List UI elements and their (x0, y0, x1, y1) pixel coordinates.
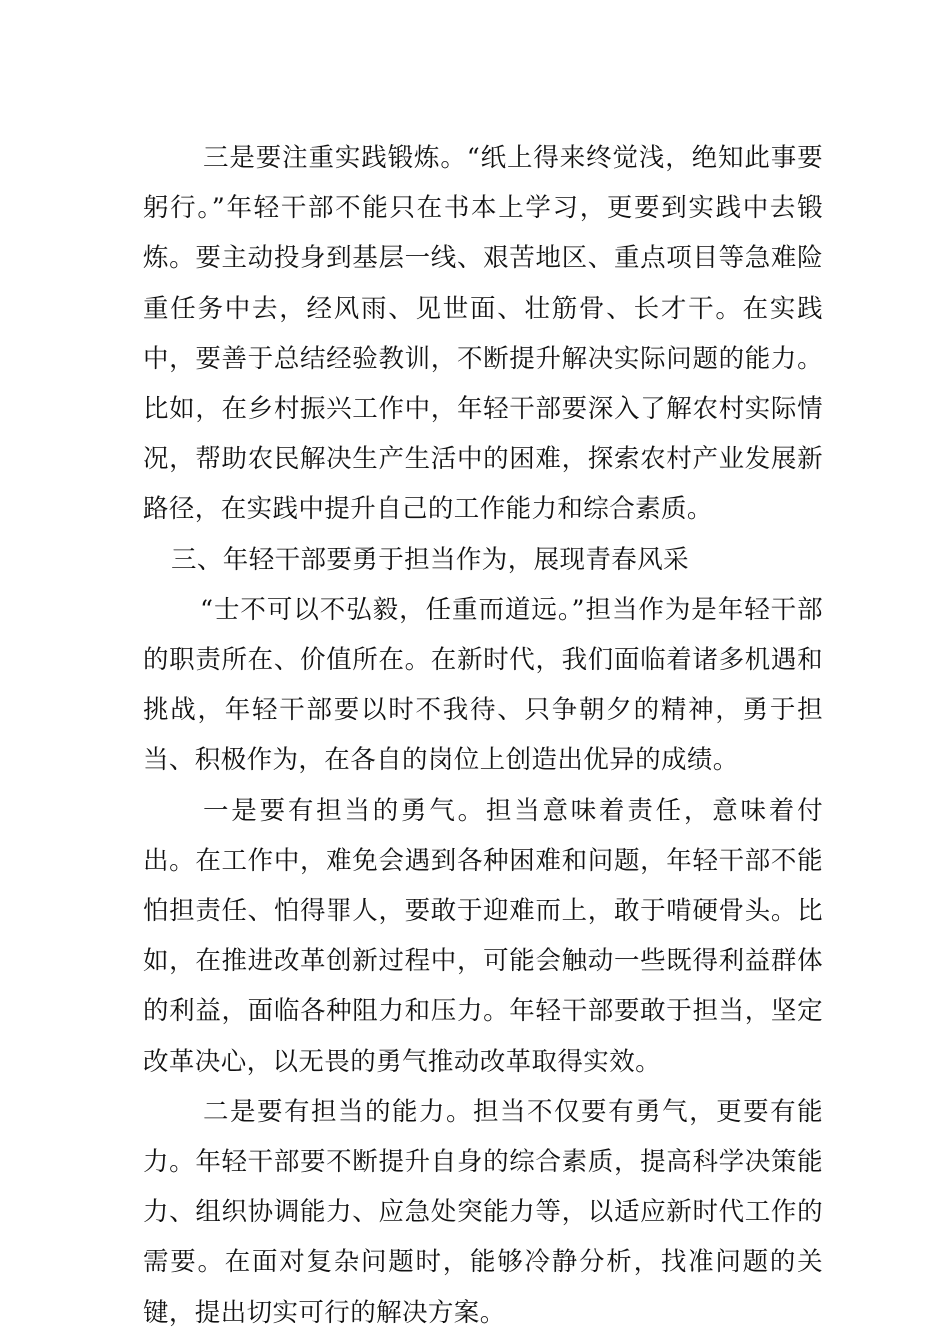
section-heading: 三、年轻干部要勇于担当作为，展现青春风采 (171, 544, 690, 575)
paragraph-section-intro: “士不可以不弘毅，任重而道远。”担当作为是年轻干部的职责所在、价值所在。在新时代，我们面临着诸多机遇和挑战，年轻干部要以时不我待、只争朝夕的精神，勇于担当、积极作为，在各自的岗位上创造出优异的成绩。 (143, 594, 823, 776)
paragraph-ability: 二是要有担当的能力。担当不仅要有勇气，更要有能力。年轻干部要不断提升自身的综合素质，提高科学决策能力、组织协调能力、应急处突能力等，以适应新时代工作的需要。在面对复杂问题时，能够冷静分析，找准问题的关键，提出切实可行的解决方案。 (143, 1096, 823, 1328)
paragraph-courage: 一是要有担当的勇气。担当意味着责任，意味着付出。在工作中，难免会遇到各种困难和问题，年轻干部不能怕担责任、怕得罪人，要敢于迎难而上，敢于啃硬骨头。比如，在推进改革创新过程中，可能会触动一些既得利益群体的利益，面临各种阻力和压力。年轻干部要敢于担当，坚定改革决心，以无畏的勇气推动改革取得实效。 (143, 795, 823, 1077)
paragraph-practice: 三是要注重实践锻炼。“纸上得来终觉浅，绝知此事要躬行。”年轻干部不能只在书本上学习，更要到实践中去锻炼。要主动投身到基层一线、艰苦地区、重点项目等急难险重任务中去，经风雨、见世面、壮筋骨、长才干。在实践中，要善于总结经验教训，不断提升解决实际问题的能力。比如，在乡村振兴工作中，年轻干部要深入了解农村实际情况，帮助农民解决生产生活中的困难，探索农村产业发展新路径，在实践中提升自己的工作能力和综合素质。 (143, 143, 823, 525)
document-body (143, 133, 823, 1338)
